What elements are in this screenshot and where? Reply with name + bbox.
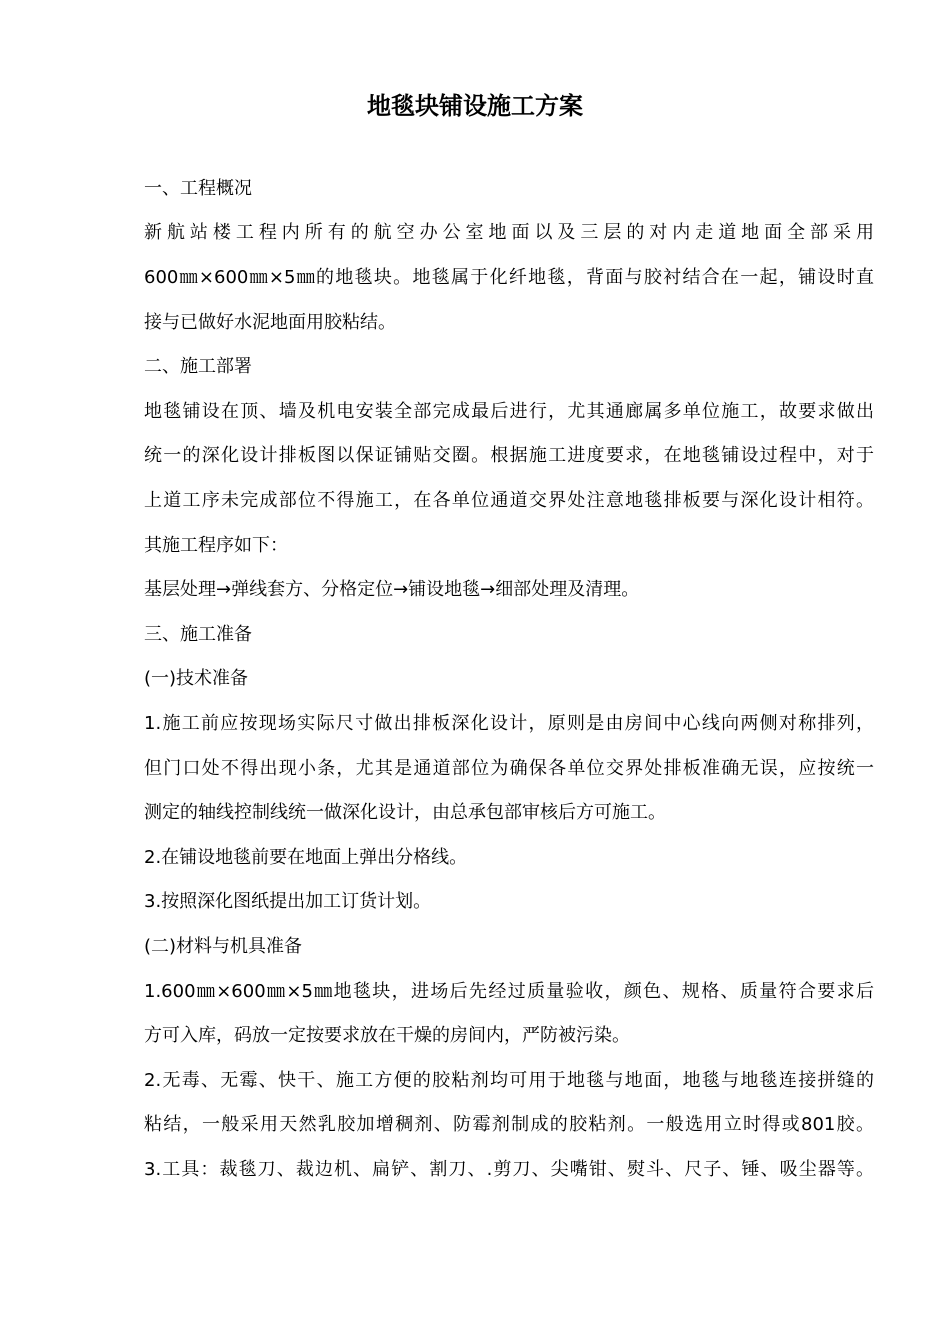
list-item-line: 但门口处不得出现小条，尤其是通道部位为确保各单位交界处排板准确无误，应按统一: [144, 758, 874, 779]
list-item-line: 2.在铺设地毯前要在地面上弹出分格线。: [144, 847, 468, 868]
paragraph-line: 统一的深化设计排板图以保证铺贴交圈。根据施工进度要求，在地毯铺设过程中，对于: [144, 445, 874, 466]
paragraph-line: 接与已做好水泥地面用胶粘结。: [144, 312, 396, 333]
list-item-line: 方可入库，码放一定按要求放在干燥的房间内，严防被污染。: [144, 1025, 630, 1046]
paragraph-line: 600㎜×600㎜×5㎜的地毯块。地毯属于化纤地毯，背面与胶衬结合在一起，铺设时直: [144, 267, 874, 288]
list-item-line: 3.工具：裁毯刀、裁边机、扁铲、割刀、.剪刀、尖嘴钳、熨斗、尺子、锤、吸尘器等。: [144, 1159, 874, 1180]
paragraph-line: 上道工序未完成部位不得施工，在各单位通道交界处注意地毯排板要与深化设计相符。: [144, 490, 874, 511]
subsection-heading-technical: (一)技术准备: [144, 668, 249, 689]
section-heading-preparation: 三、施工准备: [144, 624, 252, 645]
subsection-heading-materials: (二)材料与机具准备: [144, 936, 303, 957]
section-heading-overview: 一、工程概况: [144, 178, 252, 199]
list-item-line: 3.按照深化图纸提出加工订货计划。: [144, 891, 432, 912]
list-item-line: 2.无毒、无霉、快干、施工方便的胶粘剂均可用于地毯与地面，地毯与地毯连接拼缝的: [144, 1070, 874, 1091]
paragraph-line: 新航站楼工程内所有的航空办公室地面以及三层的对内走道地面全部采用: [144, 222, 874, 243]
list-item-line: 测定的轴线控制线统一做深化设计，由总承包部审核后方可施工。: [144, 802, 666, 823]
list-item-line: 粘结，一般采用天然乳胶加增稠剂、防霉剂制成的胶粘剂。一般选用立时得或801胶。: [144, 1114, 874, 1135]
paragraph-line: 其施工程序如下：: [144, 535, 288, 556]
list-item-line: 1.600㎜×600㎜×5㎜地毯块，进场后先经过质量验收，颜色、规格、质量符合要求后: [144, 981, 874, 1002]
section-heading-deployment: 二、施工部署: [144, 356, 252, 377]
list-item-line: 1.施工前应按现场实际尺寸做出排板深化设计，原则是由房间中心线向两侧对称排列，: [144, 713, 874, 734]
paragraph-line: 基层处理→弹线套方、分格定位→铺设地毯→细部处理及清理。: [144, 579, 640, 600]
paragraph-line: 地毯铺设在顶、墙及机电安装全部完成最后进行，尤其通廊属多单位施工，故要求做出: [144, 401, 874, 422]
document-title: 地毯块铺设施工方案: [367, 92, 583, 120]
